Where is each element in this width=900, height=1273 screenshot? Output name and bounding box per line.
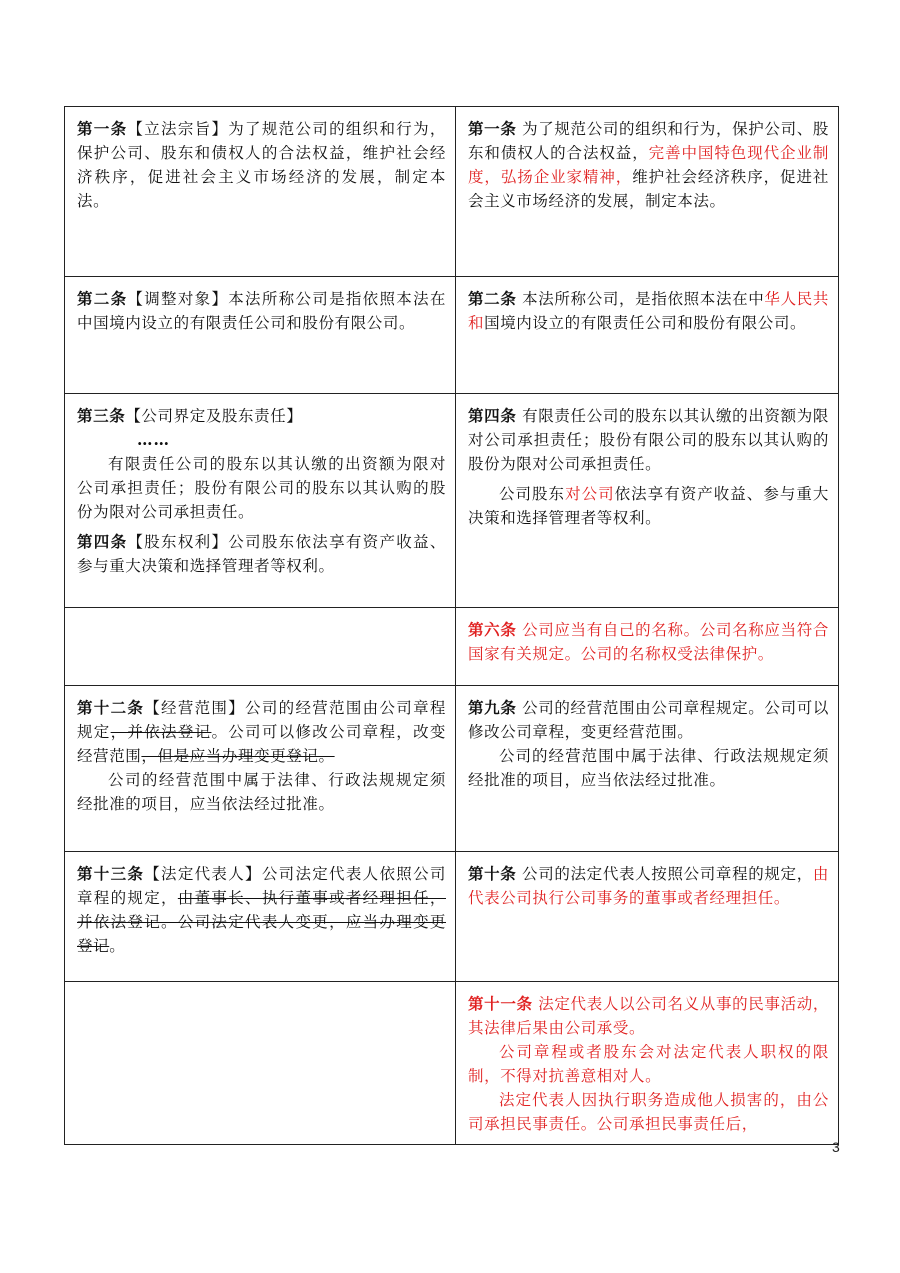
old-provision-cell [65,394,456,608]
article-text: 国境内设立的有限责任公司和股份有限公司。 [484,314,807,332]
article-number: 第四条 [468,406,517,425]
new-provision-cell [456,394,839,608]
provision-paragraph [468,744,829,792]
article-number: 第十一条 [468,994,533,1013]
article-text: 公司股东 [499,485,566,503]
comparison-table [64,106,839,1145]
article-text: 本法所称公司，是指依照本法在中 [516,290,765,308]
provision-paragraph [468,992,829,1040]
old-provision-cell [65,686,456,852]
article-number: 第四条 [77,532,128,551]
article-text: 【公司界定及股东责任】 [125,407,303,425]
provision-paragraph [468,1040,829,1088]
added-text: 法定代表人以公司名义从事的民事活动，其法律后果由公司承受。 [468,995,829,1037]
added-text: 完善中国特色现代企业制度，弘扬企业家精神， [468,144,829,186]
old-provision-cell [65,608,456,686]
new-provision-cell [456,277,839,394]
added-text: 由代表公司执行公司事务的董事或者经理担任。 [468,865,829,907]
provision-paragraph [77,862,446,958]
provision-paragraph [77,768,446,816]
article-text: 公司的经营范围中属于法律、行政法规规定须经批准的项目，应当依法经过批准。 [77,771,446,813]
new-provision-cell [456,982,839,1145]
provision-paragraph [468,404,829,476]
new-provision-cell [456,608,839,686]
article-text: 为了规范公司的组织和行为，保护公司、股东和债权人的合法权益， [468,120,829,162]
article-number: 第三条 [77,406,126,425]
article-number: 第二条 [77,289,128,308]
provision-paragraph [77,404,446,428]
added-text: 法定代表人因执行职务造成他人损害的，由公司承担民事责任。公司承担民事责任后， [468,1091,829,1133]
article-number: 第二条 [468,289,517,308]
new-provision-cell [456,852,839,982]
page-number: 3 [832,1139,840,1155]
article-number: 第十条 [468,864,517,883]
old-provision-cell [65,852,456,982]
old-provision-cell [65,277,456,394]
article-number: 第一条 [77,119,128,138]
article-text: 【立法宗旨】为了规范公司的组织和行为，保护公司、股东和债权人的合法权益，维护社会经济秩序，促进社会主义市场经济的发展，制定本法。 [77,120,446,210]
provision-paragraph [77,117,446,213]
article-text: 【法定代表人】公司法定代表人依照公司章程的规定， [77,865,446,907]
article-text: 有限责任公司的股东以其认缴的出资额为限对公司承担责任；股份有限公司的股东以其认购的股份为限对公司承担责任。 [77,455,446,521]
added-text: 公司章程或者股东会对法定代表人职权的限制，不得对抗善意相对人。 [468,1043,829,1085]
table-row [65,608,839,686]
table-row [65,852,839,982]
article-text: 有限责任公司的股东以其认缴的出资额为限对公司承担责任；股份有限公司的股东以其认购的股份为限对公司承担责任。 [468,407,829,473]
article-text: 【股东权利】公司股东依法享有资产收益、参与重大决策和选择管理者等权利。 [77,533,446,575]
deleted-text: 由董事长、执行董事或者经理担任，并依法登记。公司法定代表人变更，应当办理变更登记 [77,889,446,955]
article-number: 第六条 [468,620,517,639]
provision-paragraph [468,696,829,744]
deleted-text: ，并依法登记 [110,723,212,741]
table-row [65,277,839,394]
table-row [65,107,839,277]
provision-paragraph [468,618,829,666]
ellipsis-text: …… [137,430,170,449]
provision-paragraph [77,452,446,524]
provision-paragraph [468,862,829,910]
provision-paragraph [77,530,446,578]
article-text: 维护社会经济秩序，促进社会主义市场经济的发展，制定本法。 [468,168,829,210]
article-text: 。 [109,937,126,955]
article-number: 第一条 [468,119,517,138]
added-text: 华人民共和 [468,290,829,332]
added-text: 公司应当有自己的名称。公司名称应当符合国家有关规定。公司的名称权受法律保护。 [468,621,829,663]
article-number: 第十三条 [77,864,145,883]
article-text: 。公司可以修改公司章程，改变经营范围 [77,723,446,765]
article-text: 【经营范围】公司的经营范围由公司章程规定 [77,699,446,741]
article-text: 公司的经营范围由公司章程规定。公司可以修改公司章程，变更经营范围。 [468,699,829,741]
article-text: 公司的经营范围中属于法律、行政法规规定须经批准的项目，应当依法经过批准。 [468,747,829,789]
article-text: 依法享有资产收益、参与重大决策和选择管理者等权利。 [468,485,829,527]
provision-paragraph [468,117,829,213]
added-text: 对公司 [565,485,615,503]
ellipsis [77,428,446,452]
article-number: 第十二条 [77,698,145,717]
provision-paragraph [468,482,829,530]
provision-paragraph [468,1088,829,1136]
deleted-text: ，但是应当办理变更登记。 [141,747,335,765]
table-row [65,982,839,1145]
old-provision-cell [65,107,456,277]
new-provision-cell [456,686,839,852]
table-row [65,686,839,852]
provision-paragraph [77,696,446,768]
provision-paragraph [468,287,829,335]
article-text: 公司的法定代表人按照公司章程的规定， [516,865,813,883]
article-number: 第九条 [468,698,517,717]
table-row [65,394,839,608]
provision-paragraph [77,287,446,335]
article-text: 【调整对象】本法所称公司是指依照本法在中国境内设立的有限责任公司和股份有限公司。 [77,290,446,332]
new-provision-cell [456,107,839,277]
old-provision-cell [65,982,456,1145]
